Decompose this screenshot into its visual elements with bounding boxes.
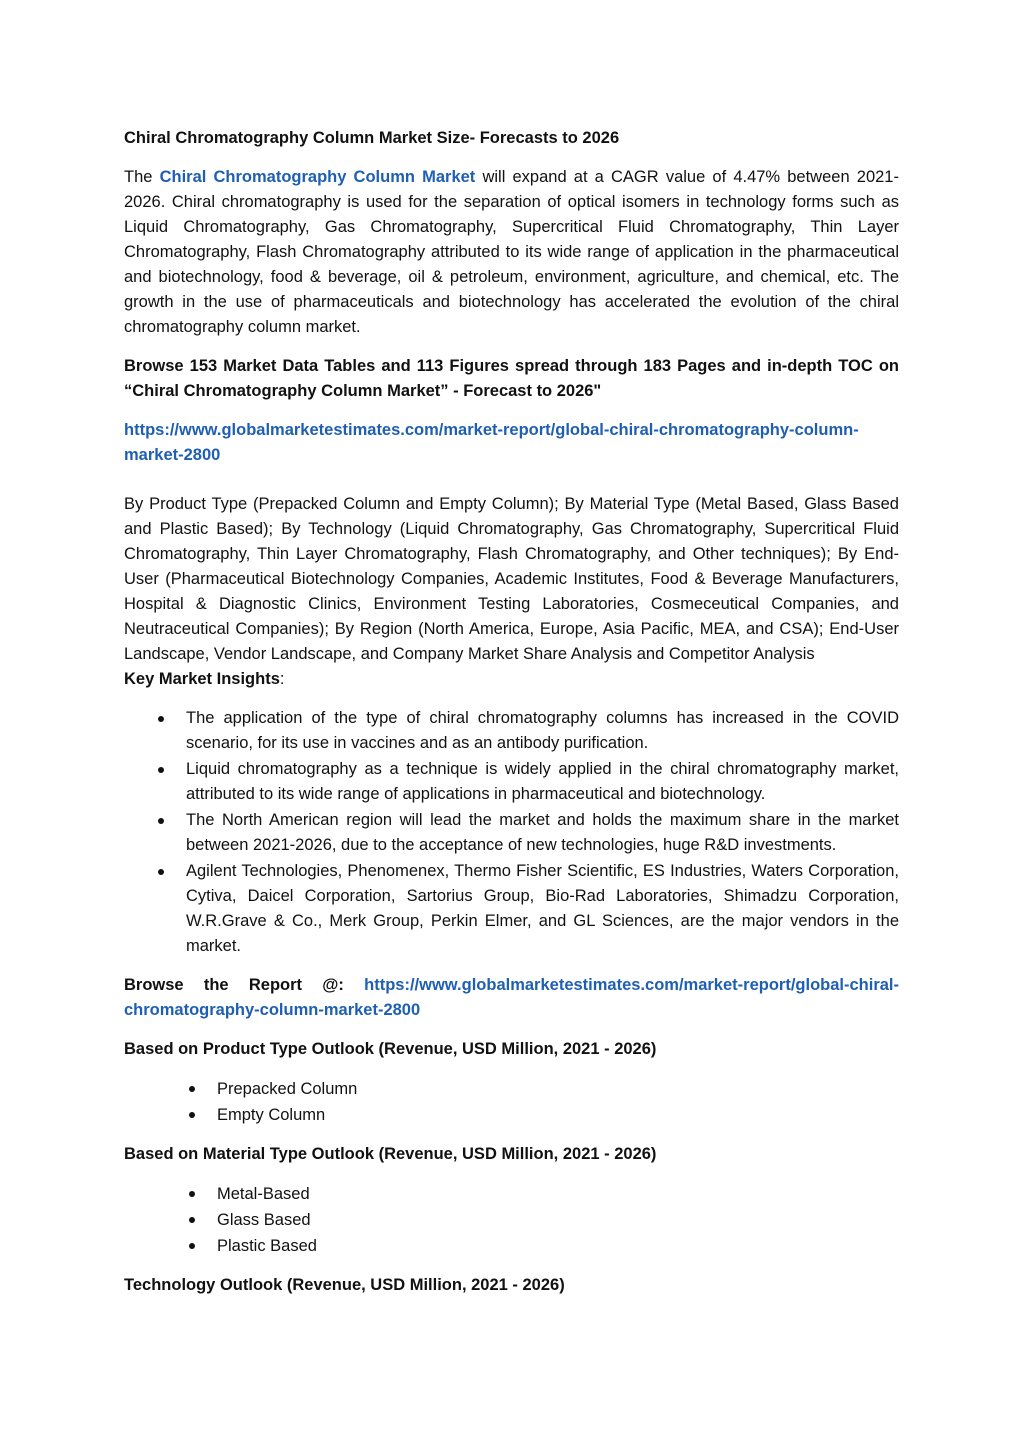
key-insights-label: Key Market Insights [124, 670, 280, 688]
report-url-link[interactable]: https://www.globalmarketestimates.com/market-report/global-chiral-chromatography-column-market-2800 [124, 421, 859, 464]
insights-list [124, 706, 899, 959]
list-item: Agilent Technologies, Phenomenex, Thermo Fisher Scientific, ES Industries, Waters Corporation, Cytiva, Daicel Corporation, Sartorius Group, Bio-Rad Laboratories, Shimadzu Corporation, W.R.Grave & Co., Merk Group, Perkin Elmer, and GL Sciences, are the major vendors in the market. [124, 859, 899, 959]
intro-paragraph [124, 165, 899, 340]
list-item: Plastic Based [124, 1233, 899, 1259]
key-insights-heading [124, 667, 899, 692]
browse-toc-text: Browse 153 Market Data Tables and 113 Figures spread through 183 Pages and in-depth TOC on “Chiral Chromatography Column Market” - Forecast to 2026" [124, 357, 899, 400]
intro-prefix: The [124, 168, 160, 186]
browse-report-label: Browse the Report @: [124, 976, 365, 994]
list-item: Metal-Based [124, 1181, 899, 1207]
report-url-paragraph [124, 418, 899, 468]
intro-body: will expand at a CAGR value of 4.47% between 2021-2026. Chiral chromatography is used for the separation of optical isomers in technology forms such as Liquid Chromatography, Gas Chromatography, Supercritical Fluid Chromatography, Thin Layer Chromatography, Flash Chromatography attributed to its wide range of application in the pharmaceutical and biotechnology, food & beverage, oil & petroleum, environment, agriculture, and chemical, etc. The growth in the use of pharmaceuticals and biotechnology has accelerated the evolution of the chiral chromatography column market. [124, 168, 899, 336]
list-item: Empty Column [124, 1102, 899, 1128]
list-item: The application of the type of chiral chromatography columns has increased in the COVID scenario, for its use in vaccines and as an antibody purification. [124, 706, 899, 756]
document-title: Chiral Chromatography Column Market Size- Forecasts to 2026 [124, 129, 620, 147]
product-type-heading: Based on Product Type Outlook (Revenue, USD Million, 2021 - 2026) [124, 1040, 657, 1058]
list-item: Prepacked Column [124, 1076, 899, 1102]
product-type-list [124, 1076, 899, 1128]
list-item: Liquid chromatography as a technique is widely applied in the chiral chromatography market, attributed to its wide range of applications in pharmaceutical and biotechnology. [124, 757, 899, 807]
market-link[interactable]: Chiral Chromatography Column Market [159, 168, 476, 186]
browse-report-link[interactable]: https://www.globalmarketestimates.com/market-report/global-chiral-chromatography-column-market-2800 [124, 976, 899, 1019]
technology-heading: Technology Outlook (Revenue, USD Million, 2021 - 2026) [124, 1276, 565, 1294]
browse-report-paragraph [124, 973, 899, 1023]
list-item: Glass Based [124, 1207, 899, 1233]
list-item: The North American region will lead the market and holds the maximum share in the market between 2021-2026, due to the acceptance of new technologies, huge R&D investments. [124, 808, 899, 858]
material-type-list [124, 1181, 899, 1259]
material-type-heading: Based on Material Type Outlook (Revenue, USD Million, 2021 - 2026) [124, 1145, 657, 1163]
key-insights-colon: : [279, 670, 285, 688]
segmentation-paragraph: By Product Type (Prepacked Column and Empty Column); By Material Type (Metal Based, Glass Based and Plastic Based); By Technology (Liquid Chromatography, Gas Chromatography, Supercritical Fluid Chromatography, Thin Layer Chromatography, Flash Chromatography, and Other techniques); By End-User (Pharmaceutical Biotechnology Companies, Academic Institutes, Food & Beverage Manufacturers, Hospital & Diagnostic Clinics, Environment Testing Laboratories, Cosmeceutical Companies, and Neutraceutical Companies); By Region (North America, Europe, Asia Pacific, MEA, and CSA); End-User Landscape, Vendor Landscape, and Company Market Share Analysis and Competitor Analysis [124, 495, 899, 663]
